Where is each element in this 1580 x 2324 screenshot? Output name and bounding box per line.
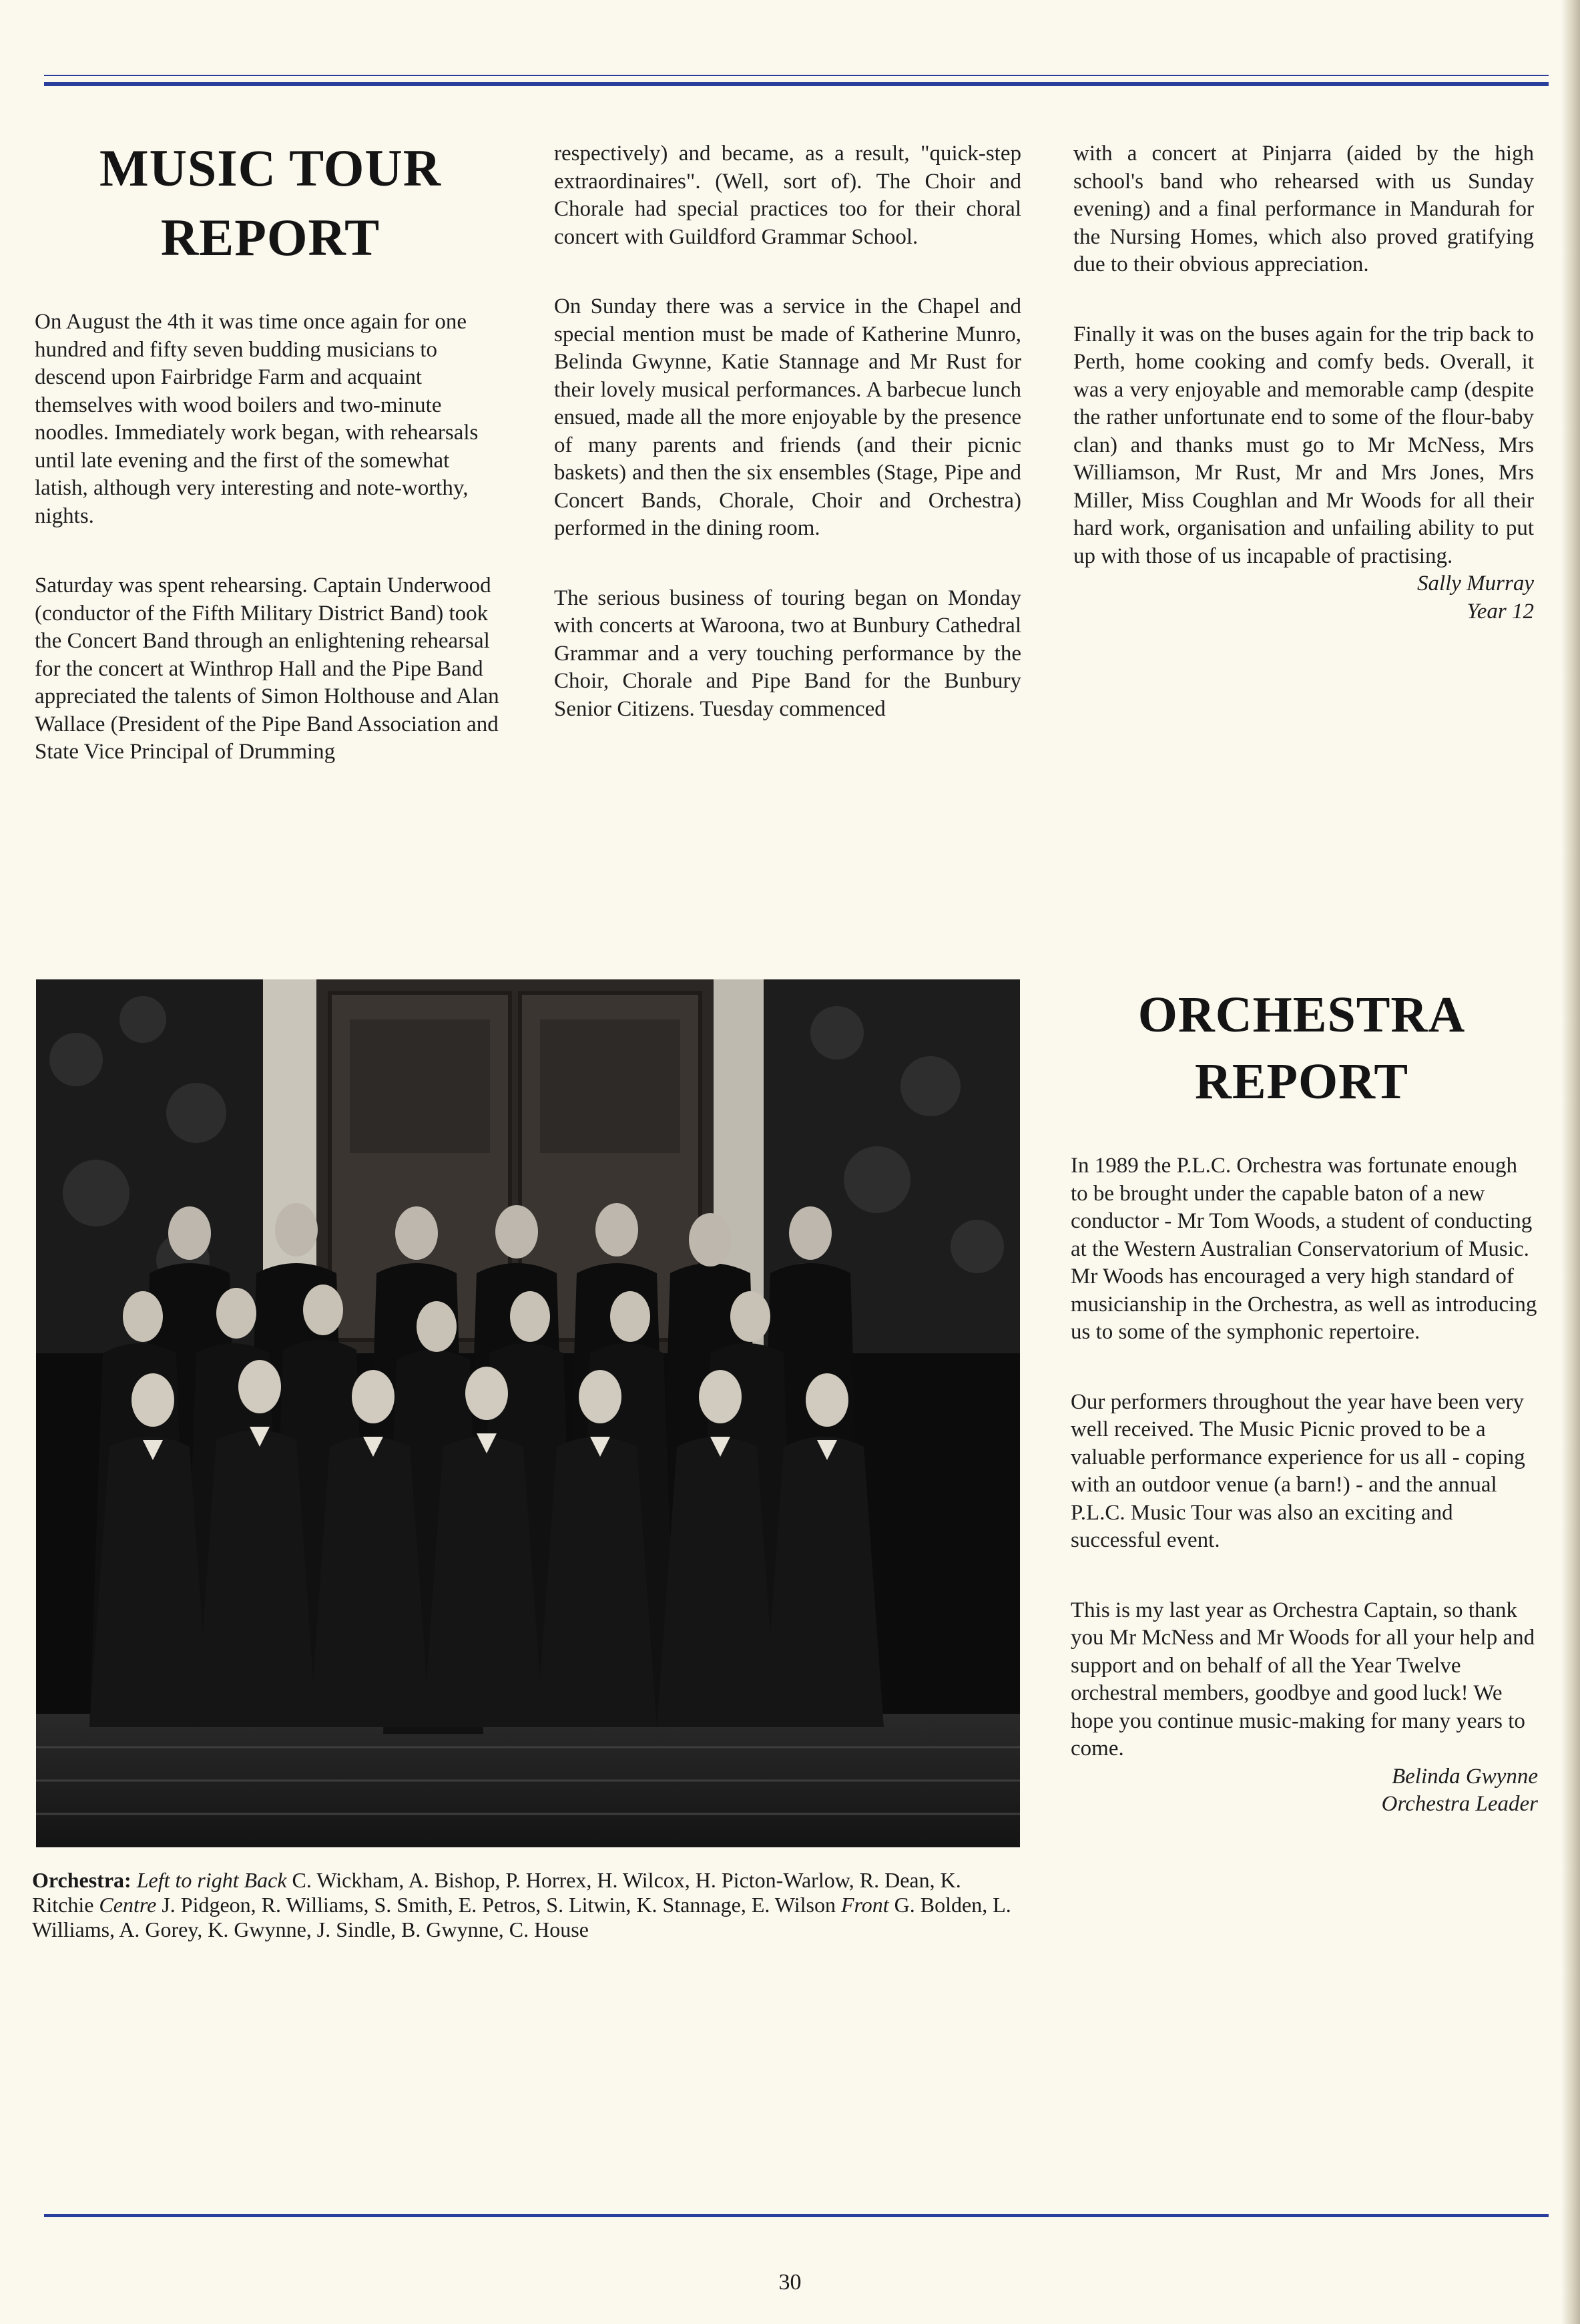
music-tour-title-line2: REPORT	[160, 208, 380, 266]
paragraph: On August the 4th it was time once again for one hundred and fifty seven budding musicians to descend upon Fairbridge Farm and acquaint themselves with wood boilers and two-minute noodles. Immediately work began, with rehearsals until late evening and the first of the somewhat latish, although very interesting and note-worthy, nights.	[35, 310, 479, 528]
orchestra-group-photo	[36, 979, 1020, 1847]
paragraph: Our performers throughout the year have been very well received. The Music Picnic proved to be a valuable performance experience for us all - coping with an outdoor venue (a barn!) - and the annual P.L.C. Music Tour was also an exciting and successful event.	[1071, 1389, 1525, 1552]
author-name: Belinda Gwynne	[1391, 1764, 1538, 1789]
paragraph: In 1989 the P.L.C. Orchestra was fortunate enough to be brought under the capable baton of a new conductor - Mr Tom Woods, a student of conducting at the Western Australian Conservatorium of Music. Mr Woods has encouraged a very high standard of musicianship in the Orchestra, as well as introducing us to some of the symphonic repertoire.	[1071, 1154, 1537, 1344]
author-role: Orchestra Leader	[1381, 1792, 1538, 1816]
paragraph: On Sunday there was a service in the Chapel and special mention must be made of Katherine Munro, Belinda Gwynne, Katie Stannage and Mr Rust for their lovely musical performances. A barbecue lunch ensued, made all the more enjoyable by the presence of many parents and friends (and their picnic baskets) and then the six ensembles (Stage, Pipe and Concert Bands, Chorale, Choir and Orchestra) performed in the dining room.	[554, 294, 1021, 540]
caption-lead: Left to right	[136, 1868, 239, 1892]
music-tour-title-line1: MUSIC TOUR	[99, 139, 442, 197]
caption-label: Orchestra:	[32, 1868, 131, 1892]
page-spine	[1561, 0, 1580, 2324]
orchestra-title-line2: REPORT	[1194, 1054, 1409, 1110]
caption-back-names: C. Wickham, A. Bishop, P. Horrex, H. Wilcox, H. Picton-Warlow, R. Dean, K. Ritchie	[32, 1868, 961, 1917]
music-tour-heading	[40, 134, 501, 272]
page-number: 30	[778, 2270, 802, 2295]
paragraph: Saturday was spent rehearsing. Captain Underwood (conductor of the Fifth Military District Band) took the Concert Band through an enlightening rehearsal for the concert at Winthrop Hall and the Pipe Band appreciated the talents of Simon Holthouse and Alan Wallace (President of the Pipe Band Association and State Vice Principal of Drumming	[35, 573, 499, 764]
orchestra-heading	[1068, 981, 1535, 1115]
paragraph: respectively) and became, as a result, "quick-step extraordinaires". (Well, sort of). The Choir and Chorale had special practices too for their choral concert with Guildford Grammar School.	[554, 142, 1021, 249]
photo-caption	[32, 1868, 1020, 1942]
paragraph: with a concert at Pinjarra (aided by the high school's band who rehearsed with us Sunday evening) and a final performance in Mandurah for the Nursing Homes, which also proved gratifying due to their obvious appreciation.	[1073, 142, 1534, 276]
top-rule	[44, 75, 1549, 88]
caption-centre-names: J. Pidgeon, R. Williams, S. Smith, E. Petros, S. Litwin, K. Stannage, E. Wilson	[162, 1893, 836, 1917]
caption-back-label: Back	[244, 1868, 287, 1892]
paragraph: The serious business of touring began on Monday with concerts at Waroona, two at Bunbury Cathedral Grammar and a very touching performance by the Choir, Chorale and Pipe Band for the Bunbury Senior Citizens. Tuesday commenced	[554, 586, 1021, 721]
music-tour-column-2	[554, 140, 1021, 723]
paragraph: Finally it was on the buses again for the trip back to Perth, home cooking and comfy beds. Overall, it was a very enjoyable and memorable camp (despite the rather unfortunate end to some of the flour-baby clan) and thanks must go to Mr McNess, Mrs Williamson, Mr Rust, Mr and Mrs Jones, Mrs Miller, Miss Coughlan and Mr Woods for all their hard work, organisation and unfailing ability to put up with those of us incapable of practising.	[1073, 322, 1534, 568]
author-year: Year 12	[1467, 599, 1534, 624]
bottom-rule	[44, 2214, 1549, 2217]
author-name: Sally Murray	[1416, 571, 1534, 596]
paragraph: This is my last year as Orchestra Captain, so thank you Mr McNess and Mr Woods for all your help and support and on behalf of all the Year Twelve orchestral members, goodbye and good luck! We hope you continue music-making for many years to come.	[1071, 1598, 1535, 1761]
caption-front-names: G. Bolden, L. Williams, A. Gorey, K. Gwynne, J. Sindle, B. Gwynne, C. House	[32, 1893, 1011, 1941]
orchestra-column	[1071, 1152, 1538, 1819]
orchestra-title-line1: ORCHESTRA	[1137, 987, 1466, 1043]
music-tour-column-3	[1073, 140, 1534, 626]
photo-image	[36, 979, 1020, 1847]
orchestra-signature	[1071, 1763, 1538, 1819]
caption-front-label: Front	[840, 1893, 889, 1917]
music-tour-signature	[1073, 570, 1534, 626]
music-tour-column-1	[35, 308, 502, 766]
caption-centre-label: Centre	[99, 1893, 157, 1917]
